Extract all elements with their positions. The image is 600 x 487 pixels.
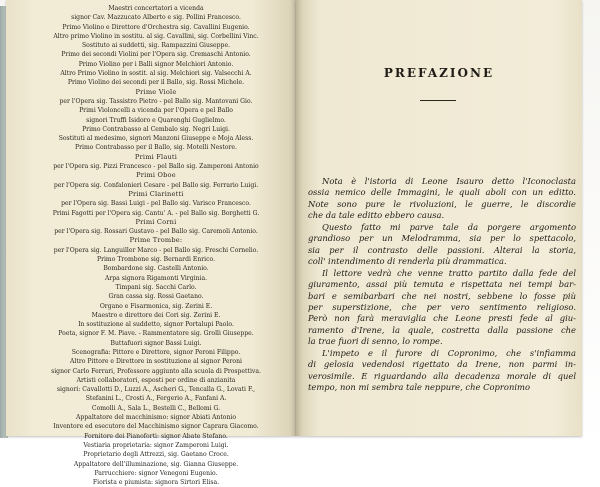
credit-line: signor Carlo Ferrari, Professore aggiunto alla scuola di Prospettiva. bbox=[51, 367, 261, 375]
credit-line: Inventore ed esecutore del Macchinismo signor Caprara Giacomo. bbox=[53, 423, 259, 431]
left-page bbox=[6, 0, 296, 487]
preface-line: L'impeto e il furore di Copronimo, che s'infiamma bbox=[322, 347, 576, 358]
credit-line: Poeta, signor F. M. Piave. - Rammentatore sig. Grolli Giuseppe. bbox=[58, 330, 254, 338]
preface-line: bari e semibarbari che nei nostri, sebbene lo fosse più bbox=[308, 290, 576, 301]
cast-credits-list bbox=[20, 4, 292, 487]
credit-line: Primo Contrabasso al Cembalo sig. Negri Luigi. bbox=[82, 125, 230, 133]
credit-line: Primi Clarinetti bbox=[128, 189, 184, 198]
credit-line: Altro Primo Violino in sostit. al sig. Melchiori sig. Valsecchi A. bbox=[60, 70, 252, 78]
credit-line: Prime Trombe: bbox=[129, 236, 183, 245]
preface-line: che da tale editto ebbero causa. bbox=[308, 210, 445, 221]
credit-line: Primi Flauti bbox=[134, 152, 178, 161]
credit-line: per l'Opera sig. Rossari Gustavo - pel Ballo sig. Caremoli Antonio. bbox=[54, 228, 258, 236]
credit-line: Primo dei secondi Violini per l'Opera sig. Cremaschi Antonio. bbox=[61, 51, 251, 59]
credit-line: Prime Viole bbox=[135, 87, 177, 96]
credit-line: Primi Oboe bbox=[136, 171, 176, 180]
preface-line: sia per il contrasto delle passioni. Alterai la storia, bbox=[308, 244, 576, 255]
credit-line: Fornitore dei Pianoforti: signor Abate Stefano. bbox=[84, 432, 228, 440]
credit-line: Fiorista e piumista: signora Sirtori Elisa. bbox=[92, 479, 220, 487]
credit-line: Primo Violino dei secondi per il Ballo, sig. Rossi Michele. bbox=[67, 79, 245, 87]
credit-line: signori: Cavallotti D., Luzzi A., Ascheri G., Tencalla G., Lovati F., bbox=[56, 386, 256, 394]
right-page bbox=[296, 0, 582, 436]
credit-line: Primo Trombone sig. Bernardi Enrico. bbox=[96, 256, 216, 264]
credit-line: Primi Corni bbox=[135, 217, 177, 226]
credit-line: Maestro e direttore dei Cori sig. Zerini E. bbox=[91, 311, 221, 319]
preface-line: Questo fatto mi parve tale da porgere argomento bbox=[322, 221, 576, 232]
credit-line: Organo e Fisarmonica, sig. Zerini E. bbox=[99, 302, 213, 310]
credit-line: Altro Pittore e Direttore in sostituzione al signor Peroni bbox=[70, 358, 242, 366]
credit-line: Parrucchiere: signor Venegoni Eugenio. bbox=[94, 469, 218, 477]
preface-line: giuramento, assai più temuta e rispettata nei tempi bar- bbox=[308, 279, 576, 290]
credit-line: per l'Opera sig. Bassi Luigi - pel Ballo sig. Varisco Francesco. bbox=[61, 200, 251, 208]
preface-line: tempo, non mi sembra tale neppure, che Copronimo bbox=[308, 382, 531, 393]
credit-line: signori Truffi Isidoro e Quarenghi Guglielmo. bbox=[86, 116, 226, 124]
credit-line: Scenografia: Pittore e Direttore, signor Peroni Filippo. bbox=[71, 348, 241, 356]
credit-line: Proprietario degli Attrezzi, sig. Gaetano Croce. bbox=[83, 451, 229, 459]
credit-line: Primo Violino e Direttore d'Orchestra sig. Cavallini Eugenio. bbox=[62, 23, 250, 31]
preface-line: per superstizione, che per vero sentimento religioso. bbox=[308, 301, 576, 312]
credit-line: per l'Opera sig. Pizzi Francesco - pel Ballo sig. Zamperoni Antonio bbox=[53, 163, 259, 171]
preface-line: la trae fuori di senno, lo rompe. bbox=[308, 336, 443, 347]
book-spine bbox=[290, 0, 302, 436]
credit-line: Buttafuori signor Bassi Luigi. bbox=[110, 339, 202, 347]
preface-text bbox=[308, 176, 576, 394]
credit-line: Appaltatore dell'illuminazione, sig. Gianna Giuseppe. bbox=[73, 460, 239, 468]
credit-line: per l'Opera sig. Languiller Marco - pel Ballo sig. Freschi Cornelio. bbox=[53, 246, 259, 254]
preface-line: Il lettore vedrà che venne tratto partito dalla fede del bbox=[322, 267, 576, 278]
credit-line: Primo Violino per i Balli signor Melchiori Antonio. bbox=[78, 60, 234, 68]
preface-line: Però non farà meraviglia che Leone presti fede al giu- bbox=[308, 313, 576, 324]
credit-line: Comolli A., Sala L., Bestelli C., Bellomi G. bbox=[91, 404, 221, 412]
credit-line: In sostituzione al suddetto, signor Portalupi Paolo. bbox=[78, 321, 234, 329]
credit-line: Gran cassa sig. Rossi Gaetano. bbox=[108, 293, 204, 301]
credit-line: Stefanini L., Crosti A., Fergerio A., Fanfani A. bbox=[85, 395, 227, 403]
preface-line: grandioso per un Melodramma, sia per lo spettacolo, bbox=[308, 233, 576, 244]
page-title: PREFAZIONE bbox=[383, 66, 495, 80]
credit-line: signor Cav. Mazzucato Alberto e sig. Pollini Francesco. bbox=[71, 14, 241, 22]
credit-line: Primi Violoncelli a vicenda per l'Opera e pel Ballo bbox=[79, 107, 233, 115]
preface-line: ossia nemico delle Immagini, le quali aboli con un editto. bbox=[308, 187, 576, 198]
credit-line: Bombardone sig. Castelli Antonio. bbox=[103, 265, 209, 273]
preface-line: coll' intendimento di renderla più drammatica. bbox=[308, 256, 507, 267]
credit-line: Arpa signora Rigamonti Virginia. bbox=[104, 274, 208, 282]
credit-line: Primi Fagotti per l'Opera sig. Cantu' A. - pel Ballo sig. Borghetti G. bbox=[52, 209, 260, 217]
credit-line: Maestri concertatori a vicenda bbox=[108, 5, 204, 12]
credit-line: Artisti collaboratori, esposti per ordine di anzianita bbox=[76, 376, 236, 384]
credit-line: Timpani sig. Sacchi Carlo. bbox=[115, 283, 197, 291]
credit-line: per l'Opera sig. Tassistro Pietro - pel Ballo sig. Mantovani Gio. bbox=[59, 97, 253, 105]
credit-line: Vestiaria proprietaria: signor Zamperoni Luigi. bbox=[83, 441, 229, 449]
credit-line: Sostituto ai suddetti, sig. Rampazzini Giuseppe. bbox=[81, 42, 231, 50]
credit-line: Altro primo Violino in sostitu. al sig. Cavallini, sig. Corbellini Vinc. bbox=[53, 32, 259, 40]
preface-line: ramento d'Irene, la quale, costretta dalla passione che bbox=[308, 324, 576, 335]
preface-line: Note sono pure le rivoluzioni, le guerre, le discordie bbox=[308, 198, 576, 209]
credit-line: per l'Opera sig. Confalonieri Cesare - pel Ballo sig. Ferrario Luigi. bbox=[53, 181, 259, 189]
credit-line: Sostituti al medesimo, signori Manzoni Giuseppe e Moja Aless. bbox=[58, 135, 254, 143]
credit-line: Primo Contrabasso per il Ballo, sig. Motelli Nestore. bbox=[75, 144, 237, 152]
title-divider bbox=[420, 100, 456, 101]
preface-line: di gelosia vedendosi rigettato da Irene, non parmi in- bbox=[308, 359, 576, 370]
preface-line: Nota è l'istoria di Leone Isauro detto l'Iconoclasta bbox=[322, 176, 576, 186]
preface-line: verosimile. E riguardando alla decadenza morale di quel bbox=[308, 370, 576, 381]
credit-line: Appaltatore del macchinismo: signor Abiati Antonio bbox=[75, 414, 236, 422]
